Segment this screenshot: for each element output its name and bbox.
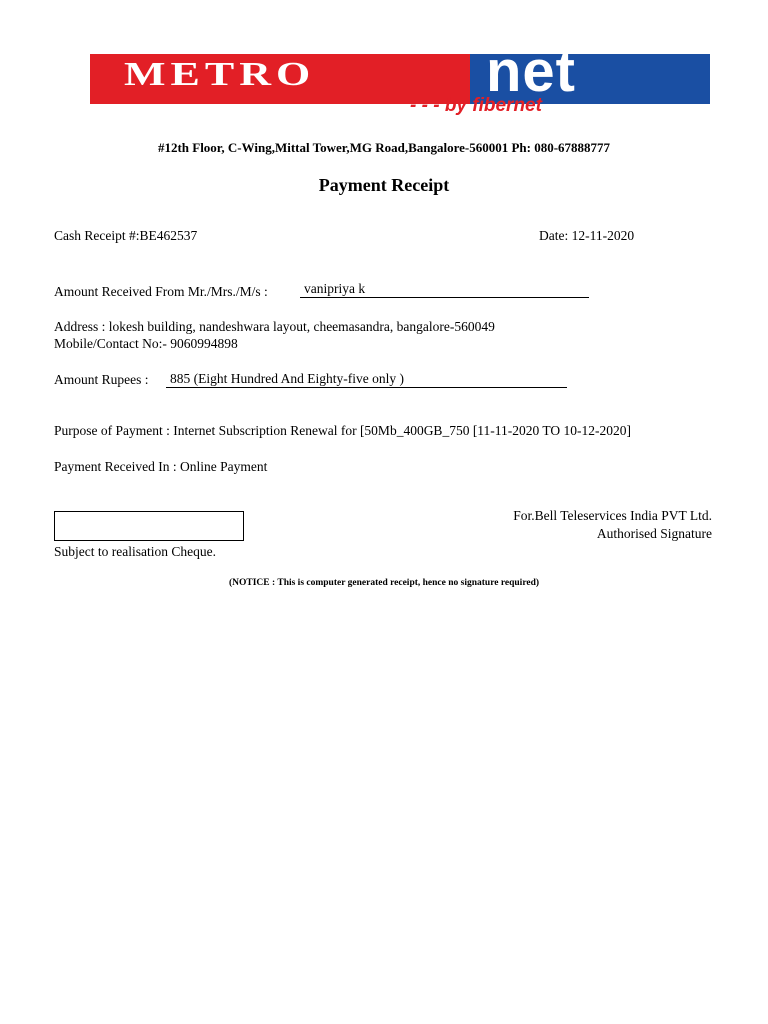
authorised-signature-label: Authorised Signature	[596, 526, 712, 541]
logo-tagline: - - - by fibernet	[410, 95, 542, 116]
amount-label: Amount Rupees :	[54, 372, 149, 387]
payment-mode: Payment Received In : Online Payment	[54, 459, 268, 474]
payment-purpose: Purpose of Payment : Internet Subscription Renewal for [50Mb_400GB_750 [11-11-2020 TO 10-12-2020]	[54, 423, 632, 438]
company-address: #12th Floor, C-Wing,Mittal Tower,MG Road,Bangalore-560001 Ph: 080-67888777	[157, 140, 611, 155]
amount-value: 885 (Eight Hundred And Eighty-five only )	[166, 371, 567, 388]
received-from-label: Amount Received From Mr./Mrs./M/s :	[54, 284, 268, 299]
company-name: For.Bell Teleservices India PVT Ltd.	[513, 508, 712, 523]
metronet-logo	[90, 39, 710, 116]
logo-net-text: net	[486, 39, 576, 104]
customer-address: Address : lokesh building, nandeshwara layout, cheemasandra, bangalore-560049	[54, 319, 495, 334]
received-from-value: vanipriya k	[300, 281, 589, 298]
receipt-date: Date: 12-11-2020	[539, 228, 635, 243]
computer-generated-notice: (NOTICE : This is computer generated receipt, hence no signature required)	[228, 578, 540, 588]
cheque-note: Subject to realisation Cheque.	[54, 544, 216, 559]
page-title: Payment Receipt	[318, 175, 450, 195]
logo-metro-text: METRO	[124, 54, 316, 93]
signature-box	[54, 511, 244, 541]
customer-mobile: Mobile/Contact No:- 9060994898	[54, 336, 238, 351]
receipt-number: Cash Receipt #:BE462537	[54, 228, 198, 243]
